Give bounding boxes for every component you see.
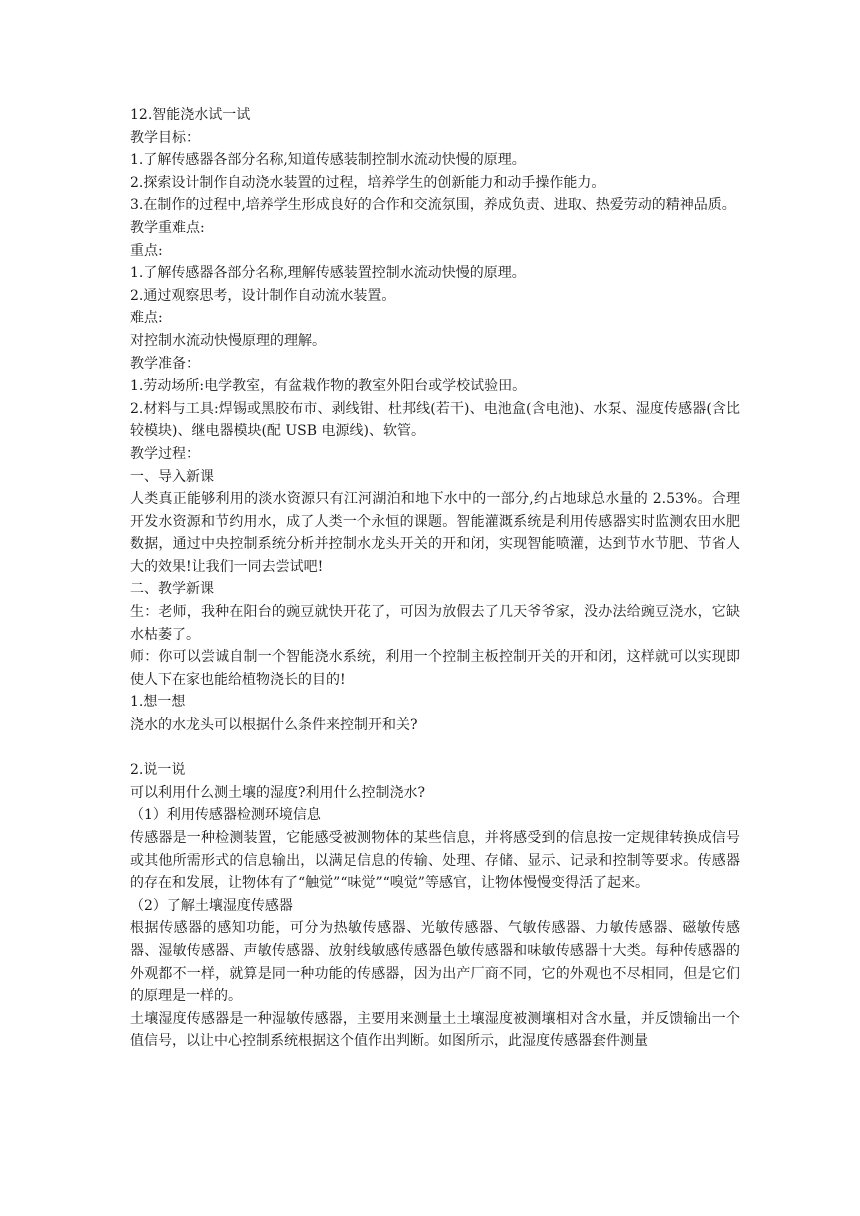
paragraph: 土壤湿度传感器是一种湿敏传感器，主要用来测量土土壤湿度被测壤相对含水量，并反馈输出一个值信号，以让中心控制系统根据这个值作出判断。如图所示，此湿度传感器套件测量 <box>130 1010 740 1050</box>
section-heading-process: 教学过程： <box>130 445 200 462</box>
key-point-item: 2.通过观察思考，设计制作自动流水装置。 <box>130 287 396 304</box>
objective-item: 1.了解传感器各部分名称,知道传感装制控制水流动快慢的原理。 <box>130 152 526 169</box>
section-heading-key-points: 教学重难点: <box>130 219 205 236</box>
subheading-think: 1.想一想 <box>130 694 186 711</box>
subheading-soil-sensor: （2）了解土壤湿度传感器 <box>130 897 293 914</box>
subheading-discuss: 2.说一说 <box>130 762 186 779</box>
document-page <box>130 104 740 1053</box>
subheading-new-lesson: 二、教学新课 <box>130 581 214 598</box>
subheading-difficulty: 难点: <box>130 310 163 327</box>
subheading-sensor-info: （1）利用传感器检测环境信息 <box>130 807 321 824</box>
preparation-item: 2.材料与工具:焊锡或黑胶布市、剥线钳、杜邦线(若干)、电池盒(含电池)、水泵、湿度传感器(含比较模块)、继电器模块(配 USB 电源线)、软管。 <box>130 400 740 440</box>
objective-item: 3.在制作的过程中,培养学生形成良好的合作和交流氛围，养成负责、进取、热爱劳动的精神品质。 <box>130 197 736 214</box>
subheading-intro: 一、导入新课 <box>130 468 214 485</box>
section-heading-preparation: 教学准备： <box>130 355 200 372</box>
paragraph: 可以利用什么测土壤的湿度?利用什么控制浇水? <box>130 784 426 801</box>
preparation-item: 1.劳动场所:电学教室，有盆栽作物的教室外阳台或学校试验田。 <box>130 378 527 395</box>
subheading-key: 重点: <box>130 242 163 259</box>
paragraph: 根据传感器的感知功能，可分为热敏传感器、光敏传感器、气敏传感器、力敏传感器、磁敏传感器、湿敏传感器、声敏传感器、放射线敏感传感器色敏传感器和味敏传感器十大类。每种传感器的外观都不一样，就算是同一种功能的传感器，因为出产厂商不同，它的外观也不尽相同，但是它们的原理是一样的。 <box>130 920 740 1005</box>
paragraph: 师：你可以尝诚自制一个智能浇水系统，利用一个控制主板控制开关的开和闭，这样就可以实现即使人下在家也能给植物浇长的目的! <box>130 649 740 688</box>
section-heading-objectives: 教学目标： <box>130 129 200 146</box>
key-point-item: 1.了解传感器各部分名称,理解传感装置控制水流动快慢的原理。 <box>130 265 526 282</box>
paragraph: 浇水的水龙头可以根据什么条件来控制开和关? <box>130 717 418 734</box>
lesson-title: 12.智能浇水试一试 <box>130 107 251 123</box>
paragraph: 生：老师，我种在阳台的豌豆就快开花了，可因为放假去了几天爷爷家，没办法给豌豆浇水，它缺水枯萎了。 <box>130 604 740 643</box>
paragraph: 人类真正能够利用的淡水资源只有江河湖泊和地下水中的一部分,约占地球总水量的 2.53%。合理开发水资源和节约用水，成了人类一个永恒的课题。智能灌溉系统是利用传感器实时监测农田水肥数据，通过中央控制系统分析并控制水龙头开关的开和闭，实现智能喷灌，达到节水节肥、节省人大的效果!让我们一同去尝试吧! <box>130 491 740 575</box>
difficulty-item: 对控制水流动快慢原理的理解。 <box>130 332 326 349</box>
paragraph: 传感器是一种检测装置，它能感受被测物体的某些信息，并将感受到的信息按一定规律转换成信号或其他所需形式的信息输出，以满足信息的传输、处理、存储、显示、记录和控制等要求。传感器的存在和发展，让物体有了“触觉”“味觉”“嗅觉”等感官，让物体慢慢变得活了起来。 <box>130 830 740 892</box>
blank-line <box>130 737 740 760</box>
objective-item: 2.探索设计制作自动浇水装置的过程，培养学生的创新能力和动手操作能力。 <box>130 174 606 191</box>
